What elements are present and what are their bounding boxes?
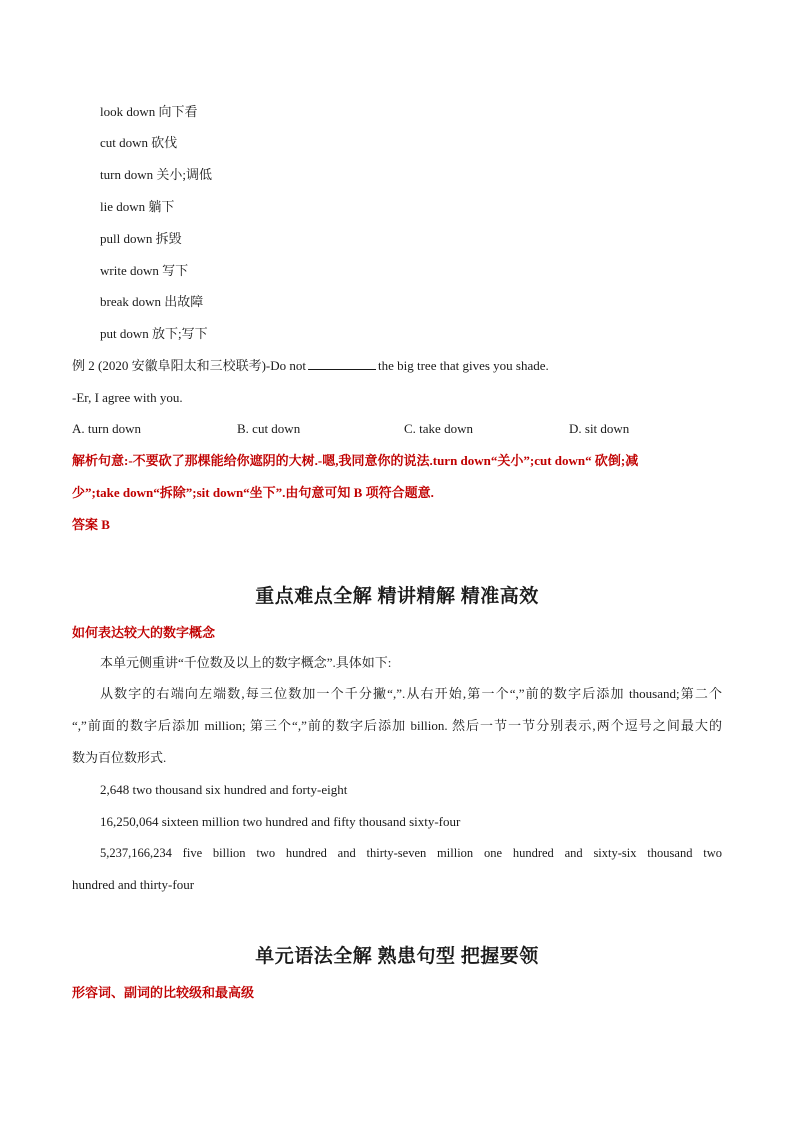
answer-line: 答案 B (72, 517, 110, 532)
section-subtitle-comparatives: 形容词、副词的比较级和最高级 (72, 985, 255, 1000)
option-a: A. turn down (72, 421, 141, 436)
section-heading-key-points: 重点难点全解 精讲精解 精准高效 (255, 586, 539, 607)
paragraph-rule-line-3: 数为百位数形式. (72, 750, 167, 765)
question-prefix: 例 2 (2020 安徽阜阳太和三校联考)-Do not (72, 358, 306, 373)
number-example-line-1: 5,237,166,234 five billion two hundred and thirty-seven million one hundred and sixty-six thousand two (100, 846, 722, 860)
example-question (72, 357, 549, 375)
paragraph-intro: 本单元侧重讲“千位数及以上的数字概念”.具体如下: (100, 655, 392, 670)
answer-blank (308, 357, 376, 370)
phrase-item: cut down 砍伐 (100, 135, 178, 150)
phrase-item: lie down 躺下 (100, 199, 175, 214)
phrase-item: look down 向下看 (100, 104, 198, 119)
section-heading-grammar: 单元语法全解 熟患句型 把握要领 (255, 946, 539, 967)
phrase-item: put down 放下;写下 (100, 326, 208, 341)
option-d: D. sit down (569, 421, 630, 436)
analysis-line-2: 少”;take down“拆除”;sit down“坐下”.由句意可知 B 项符合题意. (72, 485, 434, 500)
phrase-item: turn down 关小;调低 (100, 167, 212, 182)
number-example-line-2: hundred and thirty-four (72, 877, 195, 892)
phrase-item: pull down 拆毁 (100, 231, 182, 246)
option-b: B. cut down (237, 421, 301, 436)
example-reply: -Er, I agree with you. (72, 390, 183, 405)
analysis-line-1: 解析句意:-不要砍了那棵能给你遮阴的大树.-嗯,我同意你的说法.turn down“关小”;cut down“ 砍倒;减 (72, 453, 639, 468)
phrase-item: break down 出故障 (100, 294, 204, 309)
option-c: C. take down (404, 421, 473, 436)
number-example: 2,648 two thousand six hundred and forty-eight (100, 782, 348, 797)
question-suffix: the big tree that gives you shade. (378, 358, 549, 373)
number-example: 16,250,064 sixteen million two hundred and fifty thousand sixty-four (100, 814, 461, 829)
paragraph-rule-line-1: 从数字的右端向左端数,每三位数加一个千分撇“,”.从右开始,第一个“,”前的数字后添加 thousand;第二个 (100, 686, 722, 701)
section-subtitle-numbers: 如何表达较大的数字概念 (72, 625, 216, 640)
phrase-item: write down 写下 (100, 263, 189, 278)
paragraph-rule-line-2: “,”前面的数字后添加 million; 第三个“,”前的数字后添加 billion. 然后一节一节分别表示,两个逗号之间最大的 (72, 718, 722, 733)
